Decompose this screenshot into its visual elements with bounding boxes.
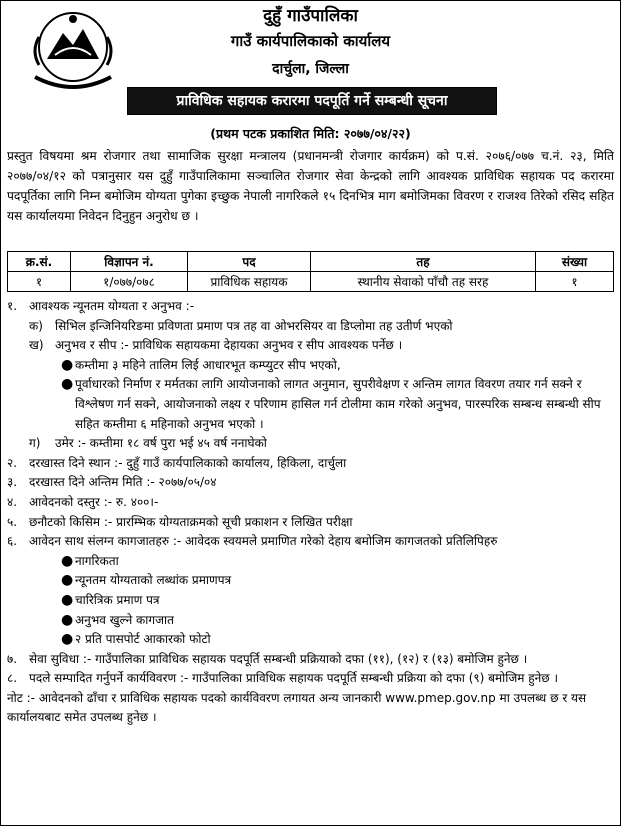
item-number: क) (29, 318, 43, 333)
notice-body (7, 297, 614, 728)
bullet-icon: ● (61, 591, 74, 608)
doc-bullet (7, 552, 614, 572)
bullet-text: न्यूनतम योग्यताको लब्धांक प्रमाणपत्र (75, 573, 232, 588)
item-number: ख) (29, 338, 44, 353)
item-number: ३. (7, 475, 18, 490)
cell-ad-no: १/०७७/०७८ (71, 272, 188, 292)
item-text: आवेदन साथ संलग्न कागजातहरु :- आवेदक स्वयमले प्रमाणित गरेको देहाय बमोजिम कागजतको प्रतिलिपिहरु (29, 534, 498, 549)
item-number: ७. (7, 651, 18, 666)
skill-bullet-2 (7, 375, 614, 434)
item-6 (7, 532, 614, 552)
col-level: तह (311, 252, 536, 272)
item-8 (7, 669, 614, 689)
publish-date: (प्रथम पटक प्रकाशित मिति: २०७७/०४/२२) (210, 126, 411, 141)
item-number: ५. (7, 514, 18, 529)
table-row (8, 272, 614, 292)
item-2 (7, 454, 614, 474)
table-header-row (8, 252, 614, 272)
office-name: गाउँ कार्यपालिकाको कार्यालय (230, 32, 391, 50)
item-5 (7, 513, 614, 533)
item-1b (7, 336, 614, 356)
bullet-text: नागरिकता (75, 553, 119, 568)
cell-level: स्थानीय सेवाको पाँचौ तह सरह (311, 272, 536, 292)
col-sn: क्र.सं. (8, 252, 71, 272)
org-name: दुहुँ गाउँपालिका (263, 6, 358, 26)
cell-sn: १ (8, 272, 71, 292)
item-text: अनुभव र सीप :- प्राविधिक सहायकमा देहायका अनुभव र सीप आवश्यक पर्नेछ । (55, 338, 403, 353)
bullet-icon: ● (61, 572, 74, 589)
item-number: ६. (7, 534, 18, 549)
col-ad-no: विज्ञापन नं. (71, 252, 188, 272)
item-number: १. (7, 299, 18, 313)
footer-note: नोट :- आवेदनको ढाँचा र प्राविधिक सहायक पदको कार्यविवरण लगायत अन्य जानकारी www.pmep.gov.np मा उपलब्ध छ र यस कार्यालयबाट समेत उपलब्ध हुनेछ । (7, 690, 587, 725)
item-text: सिभिल इन्जिनियरिङमा प्रविणता प्रमाण पत्र तह वा ओभरसियर वा डिप्लोमा तह उतीर्ण भएको (55, 318, 453, 333)
bullet-text: पूर्वाधारको निर्माण र मर्मतका लागि आयोजनाको लागत अनुमान, सुपरीवेक्षण र अन्तिम लागत विवरण तयार गर्न सक्ने र विश्लेषण गर्न सक्ने, आयोजनाको लक्ष्य र परिणाम हासिल गर्न टोलीमा काम गरेको अनुभव, पारस्परिक सम्बन्ध सम्बन्धी सीप सहित कम्तीमा ६ महिनाको अनुभव भएको । (75, 377, 601, 431)
item-text: उमेर :- कम्तीमा १८ वर्ष पुरा भई ४५ वर्ष ननाघेको (55, 436, 267, 451)
bullet-text: २ प्रति पासपोर्ट आकारको फोटो (75, 632, 211, 647)
doc-bullet (7, 630, 614, 650)
item-text: दरखास्त दिने अन्तिम मिति :- २०७७/०५/०४ (29, 475, 217, 490)
doc-bullet (7, 571, 614, 591)
bullet-text: चारित्रिक प्रमाण पत्र (75, 592, 160, 607)
item-number: २. (7, 455, 18, 470)
item-4 (7, 493, 614, 513)
item-text: सेवा सुविधा :- गाउँपालिका प्राविधिक सहायक पदपूर्ति सम्बन्धी प्रक्रियाको दफा (११), (१२) र (१३) बमोजिम हुनेछ । (29, 651, 528, 666)
office-location: दार्चुला, जिल्ला (272, 61, 349, 77)
bullet-icon: ● (61, 376, 74, 393)
bullet-icon: ● (61, 611, 74, 628)
bullet-text: अनुभव खुल्ने कागजात (75, 612, 174, 627)
item-text: छनौटको किसिम :- प्रारम्भिक योग्यताक्रमको सूची प्रकाशन र लिखित परीक्षा (29, 514, 353, 529)
item-3 (7, 473, 614, 493)
cell-post: प्राविधिक सहायक (188, 272, 311, 292)
item-1c (7, 434, 614, 454)
item-1a (7, 317, 614, 337)
col-post: पद (188, 252, 311, 272)
item-number: ८. (7, 671, 18, 686)
bullet-icon: ● (61, 552, 74, 569)
notice-title: प्राविधिक सहायक करारमा पदपूर्ति गर्ने सम्बन्धी सूचना (127, 87, 497, 115)
vacancy-table (7, 251, 614, 292)
item-text: पदले सम्पादित गर्नुपर्ने कार्यविवरण :- गाउँपालिका प्राविधिक सहायक पदपूर्ति सम्बन्धी प्रक्रिया को दफा (९) बमोजिम हुनेछ । (29, 671, 559, 686)
skill-bullet-1 (7, 356, 614, 376)
header (1, 1, 620, 109)
bullet-icon: ● (61, 631, 74, 648)
item-text: दरखास्त दिने स्थान :- दुहुँ गाउँ कार्यपालिकाको कार्यालय, हिकिला, दार्चुला (29, 455, 347, 470)
col-count: संख्या (536, 252, 614, 272)
item-number: ४. (7, 494, 18, 509)
item-text: आवेदनको दस्तुर :- रु. ४००।- (29, 494, 159, 509)
doc-bullet (7, 611, 614, 631)
item-1 (7, 297, 614, 317)
item-number: ग) (29, 436, 41, 451)
intro-paragraph: प्रस्तुत विषयमा श्रम रोजगार तथा सामाजिक सुरक्षा मन्त्रालय (प्रधानमन्त्री रोजगार कार्यक्रम) को प.सं. २०७६/०७७ च.नं. २३, मिति २०७७/०४/१२ को पत्रानुसार यस दुहुँ गाउँपालिकामा सञ्चालित रोजगार सेवा केन्द्रको लागि आवश्यक प्राविधिक सहायक पद करारमा पदपूर्तिका लागि निम्न बमोजिम योग्यता पुगेका इच्छुक नेपाली नागरिकले १५ दिनभित्र माग बमोजिमका विवरण र राजश्व तिरेको रसिद सहित यस कार्यालयमा निवेदन दिनुहुन अनुरोध छ । (7, 149, 614, 223)
bullet-icon: ● (61, 356, 74, 373)
cell-count: १ (536, 272, 614, 292)
doc-bullet (7, 591, 614, 611)
item-7 (7, 650, 614, 670)
item-text: आवश्यक न्यूनतम योग्यता र अनुभव :- (29, 299, 195, 313)
bullet-text: कम्तीमा ३ महिने तालिम लिई आधारभूत कम्प्युटर सीप भएको, (75, 357, 341, 372)
